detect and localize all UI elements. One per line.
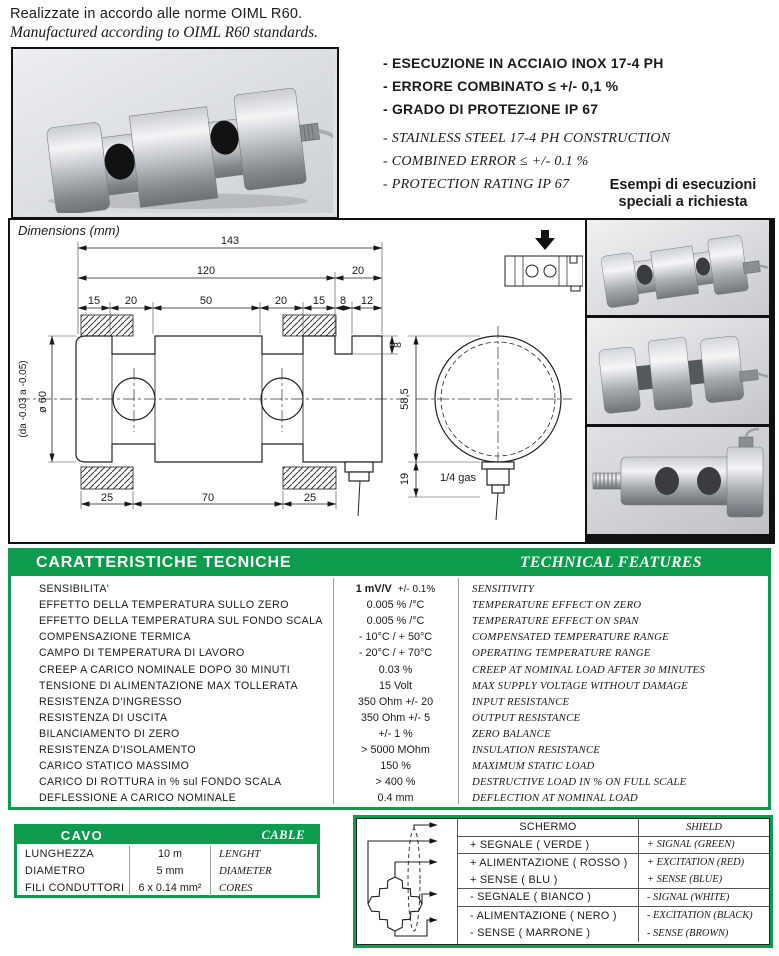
cable-title-english: CABLE [261,828,305,842]
technical-features-table [11,576,768,806]
svg-text:8: 8 [339,295,347,307]
feature-it: - ESECUZIONE IN ACCIAIO INOX 17-4 PH [383,55,664,71]
column-divider [333,578,334,804]
feature-it: - GRADO DI PROTEZIONE IP 67 [383,101,599,117]
table-row: RESISTENZA D'ISOLAMENTO > 5000 MOhm INSULATION RESISTANCE [39,743,601,756]
technical-drawing [10,220,583,538]
load-cell-photo-illustration [13,49,333,213]
oiml-note-english: Manufactured according to OIML R60 standards. [10,24,318,41]
svg-text:20: 20 [124,295,138,307]
svg-text:(da -0.03 a -0.05): (da -0.03 a -0.05) [18,360,29,438]
svg-text:ø 60: ø 60 [37,390,49,414]
table-row: RESISTENZA DI USCITA 350 Ohm +/- 5 OUTPUT RESISTANCE [39,711,581,724]
svg-text:120: 120 [196,265,216,277]
feature-en: - COMBINED ERROR ≤ +/- 0.1 % [383,154,589,169]
cable-table [17,844,317,896]
table-row: BILANCIAMENTO DI ZERO +/- 1 % ZERO BALANCE [39,727,551,740]
special-execution-photos [585,218,775,544]
drawing-title: Dimensions (mm) [18,223,120,238]
feature-en: - STAINLESS STEEL 17-4 PH CONSTRUCTION [383,131,671,146]
load-direction-icon [505,230,583,291]
cable-title-italian: CAVO [60,828,104,843]
table-row: COMPENSAZIONE TERMICA - 10°C / + 50°C COMPENSATED TEMPERATURE RANGE [39,631,669,644]
svg-text:58,5: 58,5 [399,388,411,410]
table-row: EFFETTO DELLA TEMPERATURA SULLO ZERO 0.005 % /°C TEMPERATURE EFFECT ON ZERO [39,599,642,612]
table-row: + SENSE ( BLU ) + SENSE (BLUE) [458,872,769,890]
svg-text:19: 19 [399,472,411,486]
wiring-table [457,819,769,944]
table-row: SCHERMO SHIELD [458,819,769,837]
cable-shield-icon [408,829,420,931]
table-row: - ALIMENTAZIONE ( NERO ) - EXCITATION (BLACK) [458,907,769,925]
table-row: LUNGHEZZA 10 m LENGHT [17,846,317,863]
table-row: + SEGNALE ( VERDE ) + SIGNAL (GREEN) [458,837,769,855]
svg-text:1/4 gas: 1/4 gas [439,472,477,484]
svg-text:15: 15 [312,295,326,307]
svg-text:15: 15 [87,295,101,307]
table-row: TENSIONE DI ALIMENTAZIONE MAX TOLLERATA 15 Volt MAX SUPPLY VOLTAGE WITHOUT DAMAGE [39,679,688,692]
table-row: FILI CONDUTTORI 6 x 0.14 mm² CORES [17,880,317,897]
special-execution-photo-1 [587,220,769,315]
oiml-note-italian: Realizzate in accordo alle norme OIML R60. [10,6,303,22]
special-execution-photo-2 [587,318,769,424]
special-execution-photo-3 [587,427,769,534]
svg-text:12: 12 [360,295,374,307]
table-row: CREEP A CARICO NOMINALE DOPO 30 MINUTI 0.03 % CREEP AT NOMINAL LOAD AFTER 30 MINUTES [39,663,705,676]
main-product-photo [11,47,339,219]
wiring-section [353,815,773,948]
table-row: EFFETTO DELLA TEMPERATURA SUL FONDO SCALA 0.005 % /°C TEMPERATURE EFFECT ON SPAN [39,615,639,628]
dimensional-drawing [8,218,589,544]
feature-it: - ERRORE COMBINATO ≤ +/- 0,1 % [383,78,619,94]
table-row: CARICO DI ROTTURA in % sul FONDO SCALA > 400 % DESTRUCTIVE LOAD IN % ON FULL SCALE [39,776,687,789]
cable-section [14,824,320,898]
table-row: - SENSE ( MARRONE ) - SENSE (BROWN) [458,924,769,942]
table-row: SENSIBILITA' 1 mV/V +/- 0.1% SENSITIVITY [39,583,535,596]
wiring-inner-frame [356,818,770,945]
column-divider [458,578,459,804]
table-row: DIAMETRO 5 mm DIAMETER [17,863,317,880]
svg-text:8: 8 [392,342,404,348]
special-executions-caption: Esempi di esecuzioni speciali a richiesta [609,177,757,210]
table-row: RESISTENZA D'INGRESSO 350 Ohm +/- 20 INPUT RESISTANCE [39,695,570,708]
table-row: CAMPO DI TEMPERATURA DI LAVORO - 20°C / + 70°C OPERATING TEMPERATURE RANGE [39,647,651,660]
technical-features-header [11,551,768,576]
cable-header [17,827,317,844]
table-row: + ALIMENTAZIONE ( ROSSO ) + EXCITATION (RED) [458,854,769,872]
header-title-italian: CARATTERISTICHE TECNICHE [36,554,292,571]
table-row: - SEGNALE ( BIANCO ) - SIGNAL (WHITE) [458,889,769,907]
svg-text:25: 25 [303,492,317,504]
svg-text:70: 70 [201,492,215,504]
wheatstone-bridge-icon [357,819,457,942]
svg-text:50: 50 [199,295,213,307]
table-row: CARICO STATICO MASSIMO 150 % MAXIMUM STATIC LOAD [39,760,595,773]
technical-features-section [8,548,771,810]
svg-text:143: 143 [220,235,240,247]
table-row: DEFLESSIONE A CARICO NOMINALE 0.4 mm DEFLECTION AT NOMINAL LOAD [39,792,638,805]
svg-text:25: 25 [100,492,114,504]
features-list-italian [383,52,664,121]
svg-text:20: 20 [351,265,365,277]
svg-text:20: 20 [274,295,288,307]
header-title-english: TECHNICAL FEATURES [520,554,702,571]
feature-en: - PROTECTION RATING IP 67 [383,177,570,192]
